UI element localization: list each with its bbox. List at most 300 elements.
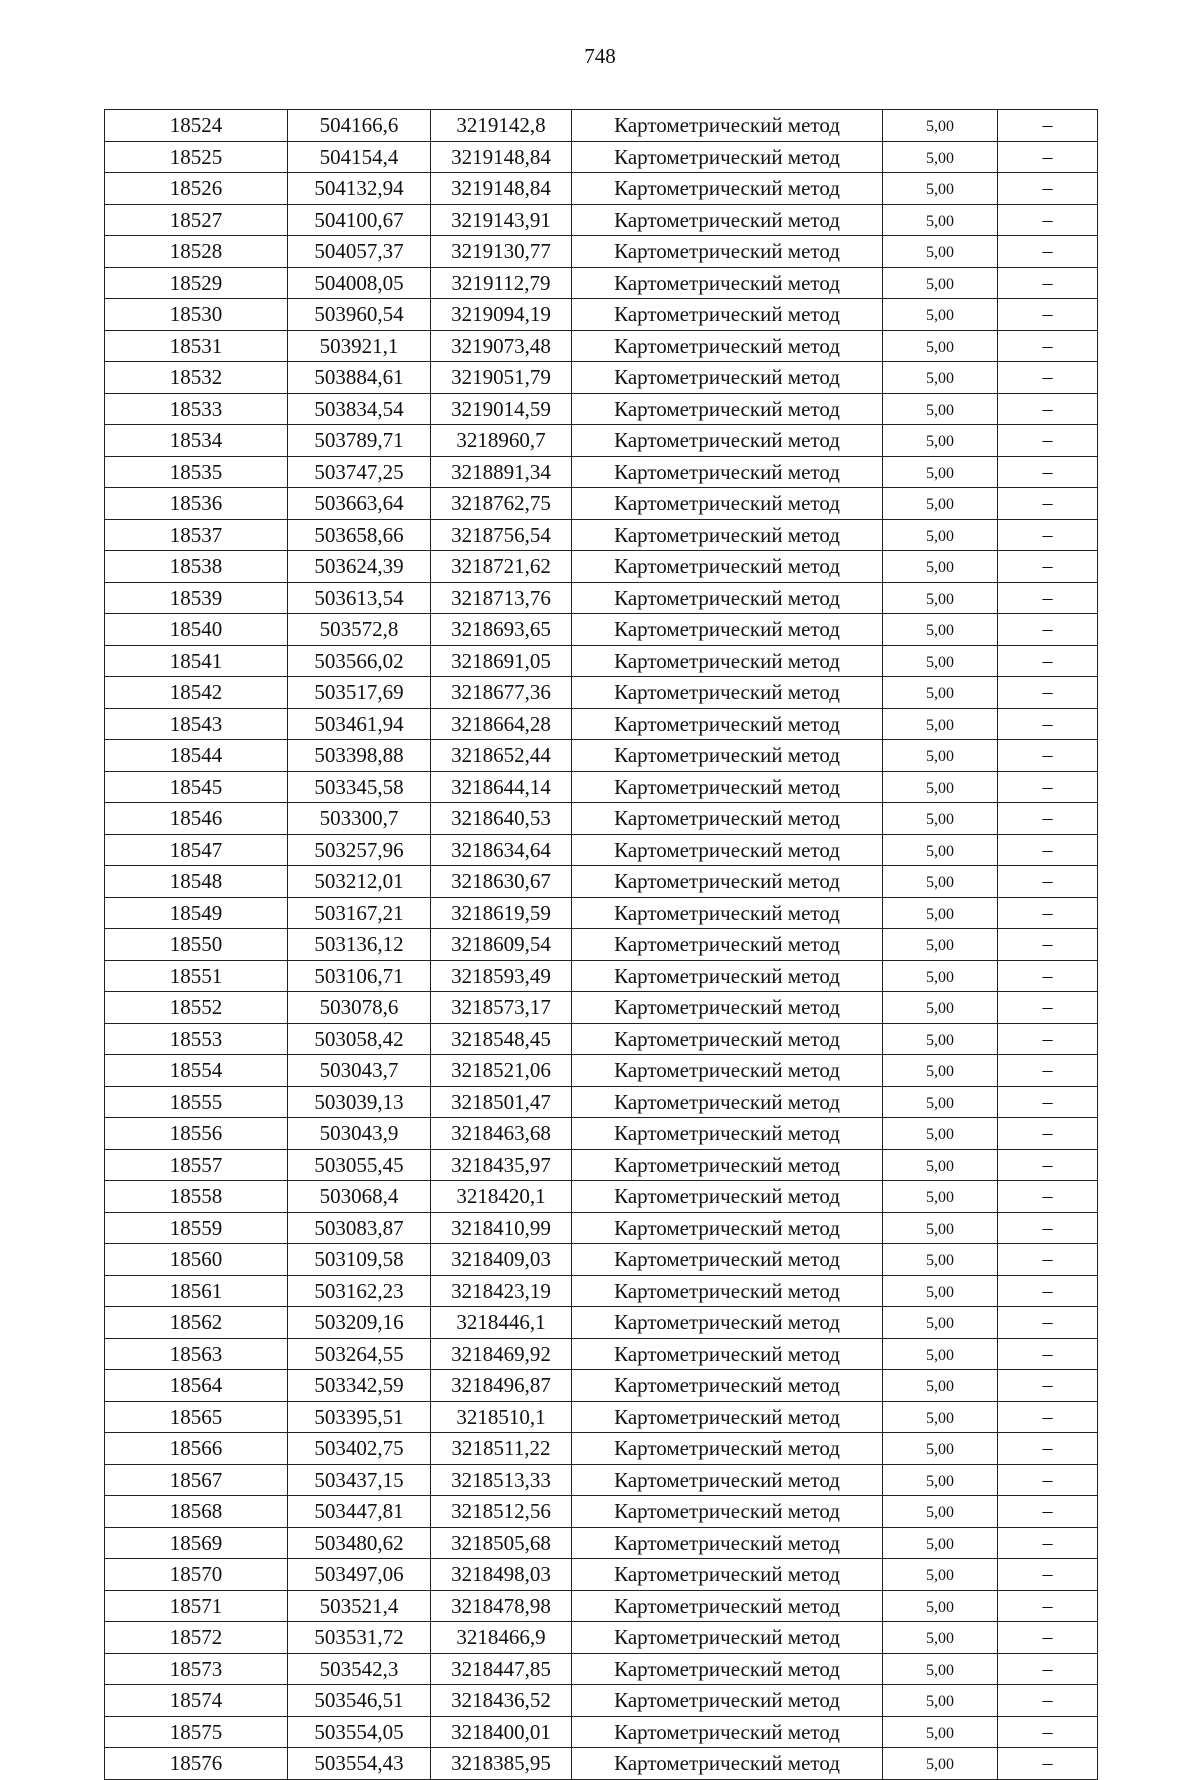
x-coordinate-cell: 503437,15: [288, 1464, 431, 1496]
point-number-cell: 18543: [105, 708, 288, 740]
y-coordinate-cell: 3219148,84: [431, 141, 572, 173]
note-cell: –: [998, 1401, 1098, 1433]
table-row: [105, 834, 1098, 866]
y-coordinate-cell: 3218713,76: [431, 582, 572, 614]
y-coordinate-cell: 3218634,64: [431, 834, 572, 866]
table-row: [105, 1464, 1098, 1496]
error-cell: 5,00: [883, 677, 998, 709]
method-cell: Картометрический метод: [572, 1370, 883, 1402]
y-coordinate-cell: 3219130,77: [431, 236, 572, 268]
x-coordinate-cell: 504100,67: [288, 204, 431, 236]
x-coordinate-cell: 503497,06: [288, 1559, 431, 1591]
x-coordinate-cell: 503447,81: [288, 1496, 431, 1528]
method-cell: Картометрический метод: [572, 330, 883, 362]
error-cell: 5,00: [883, 1149, 998, 1181]
point-number-cell: 18529: [105, 267, 288, 299]
table-row: [105, 1496, 1098, 1528]
y-coordinate-cell: 3219143,91: [431, 204, 572, 236]
point-number-cell: 18531: [105, 330, 288, 362]
point-number-cell: 18548: [105, 866, 288, 898]
point-number-cell: 18538: [105, 551, 288, 583]
point-number-cell: 18568: [105, 1496, 288, 1528]
note-cell: –: [998, 425, 1098, 457]
table-row: [105, 456, 1098, 488]
table-row: [105, 551, 1098, 583]
error-cell: 5,00: [883, 236, 998, 268]
error-cell: 5,00: [883, 1559, 998, 1591]
x-coordinate-cell: 503257,96: [288, 834, 431, 866]
method-cell: Картометрический метод: [572, 204, 883, 236]
point-number-cell: 18558: [105, 1181, 288, 1213]
method-cell: Картометрический метод: [572, 582, 883, 614]
table-row: [105, 141, 1098, 173]
y-coordinate-cell: 3218644,14: [431, 771, 572, 803]
x-coordinate-cell: 504132,94: [288, 173, 431, 205]
table-row: [105, 362, 1098, 394]
error-cell: 5,00: [883, 708, 998, 740]
y-coordinate-cell: 3218410,99: [431, 1212, 572, 1244]
error-cell: 5,00: [883, 645, 998, 677]
error-cell: 5,00: [883, 614, 998, 646]
table-row: [105, 1685, 1098, 1717]
point-number-cell: 18571: [105, 1590, 288, 1622]
y-coordinate-cell: 3218691,05: [431, 645, 572, 677]
method-cell: Картометрический метод: [572, 929, 883, 961]
y-coordinate-cell: 3218463,68: [431, 1118, 572, 1150]
note-cell: –: [998, 929, 1098, 961]
note-cell: –: [998, 1433, 1098, 1465]
point-number-cell: 18556: [105, 1118, 288, 1150]
method-cell: Картометрический метод: [572, 1244, 883, 1276]
error-cell: 5,00: [883, 173, 998, 205]
x-coordinate-cell: 503521,4: [288, 1590, 431, 1622]
y-coordinate-cell: 3218640,53: [431, 803, 572, 835]
y-coordinate-cell: 3218721,62: [431, 551, 572, 583]
x-coordinate-cell: 503398,88: [288, 740, 431, 772]
note-cell: –: [998, 834, 1098, 866]
x-coordinate-cell: 503039,13: [288, 1086, 431, 1118]
y-coordinate-cell: 3218573,17: [431, 992, 572, 1024]
note-cell: –: [998, 1622, 1098, 1654]
note-cell: –: [998, 582, 1098, 614]
error-cell: 5,00: [883, 456, 998, 488]
error-cell: 5,00: [883, 992, 998, 1024]
table-row: [105, 677, 1098, 709]
note-cell: –: [998, 1118, 1098, 1150]
note-cell: –: [998, 677, 1098, 709]
error-cell: 5,00: [883, 866, 998, 898]
point-number-cell: 18559: [105, 1212, 288, 1244]
point-number-cell: 18540: [105, 614, 288, 646]
error-cell: 5,00: [883, 740, 998, 772]
error-cell: 5,00: [883, 1307, 998, 1339]
point-number-cell: 18549: [105, 897, 288, 929]
x-coordinate-cell: 503078,6: [288, 992, 431, 1024]
method-cell: Картометрический метод: [572, 1307, 883, 1339]
table-row: [105, 110, 1098, 142]
x-coordinate-cell: 503043,7: [288, 1055, 431, 1087]
x-coordinate-cell: 503542,3: [288, 1653, 431, 1685]
table-row: [105, 1307, 1098, 1339]
y-coordinate-cell: 3218521,06: [431, 1055, 572, 1087]
x-coordinate-cell: 503212,01: [288, 866, 431, 898]
error-cell: 5,00: [883, 299, 998, 331]
y-coordinate-cell: 3218501,47: [431, 1086, 572, 1118]
point-number-cell: 18552: [105, 992, 288, 1024]
table-row: [105, 582, 1098, 614]
method-cell: Картометрический метод: [572, 141, 883, 173]
table-row: [105, 1653, 1098, 1685]
point-number-cell: 18562: [105, 1307, 288, 1339]
table-row: [105, 1748, 1098, 1780]
table-row: [105, 393, 1098, 425]
point-number-cell: 18553: [105, 1023, 288, 1055]
x-coordinate-cell: 503109,58: [288, 1244, 431, 1276]
error-cell: 5,00: [883, 1716, 998, 1748]
x-coordinate-cell: 503572,8: [288, 614, 431, 646]
error-cell: 5,00: [883, 1653, 998, 1685]
point-number-cell: 18525: [105, 141, 288, 173]
note-cell: –: [998, 1307, 1098, 1339]
note-cell: –: [998, 992, 1098, 1024]
method-cell: Картометрический метод: [572, 1055, 883, 1087]
method-cell: Картометрический метод: [572, 1590, 883, 1622]
note-cell: –: [998, 1685, 1098, 1717]
x-coordinate-cell: 503342,59: [288, 1370, 431, 1402]
note-cell: –: [998, 456, 1098, 488]
y-coordinate-cell: 3218619,59: [431, 897, 572, 929]
table-row: [105, 488, 1098, 520]
method-cell: Картометрический метод: [572, 1433, 883, 1465]
table-row: [105, 425, 1098, 457]
error-cell: 5,00: [883, 960, 998, 992]
note-cell: –: [998, 110, 1098, 142]
note-cell: –: [998, 771, 1098, 803]
y-coordinate-cell: 3218466,9: [431, 1622, 572, 1654]
error-cell: 5,00: [883, 834, 998, 866]
method-cell: Картометрический метод: [572, 110, 883, 142]
y-coordinate-cell: 3218609,54: [431, 929, 572, 961]
table-row: [105, 1338, 1098, 1370]
method-cell: Картометрический метод: [572, 1716, 883, 1748]
point-number-cell: 18569: [105, 1527, 288, 1559]
method-cell: Картометрический метод: [572, 1181, 883, 1213]
note-cell: –: [998, 519, 1098, 551]
point-number-cell: 18533: [105, 393, 288, 425]
method-cell: Картометрический метод: [572, 1685, 883, 1717]
error-cell: 5,00: [883, 1338, 998, 1370]
method-cell: Картометрический метод: [572, 897, 883, 929]
point-number-cell: 18570: [105, 1559, 288, 1591]
y-coordinate-cell: 3219148,84: [431, 173, 572, 205]
y-coordinate-cell: 3218409,03: [431, 1244, 572, 1276]
point-number-cell: 18564: [105, 1370, 288, 1402]
method-cell: Картометрический метод: [572, 960, 883, 992]
x-coordinate-cell: 503624,39: [288, 551, 431, 583]
table-row: [105, 1149, 1098, 1181]
y-coordinate-cell: 3219073,48: [431, 330, 572, 362]
note-cell: –: [998, 960, 1098, 992]
method-cell: Картометрический метод: [572, 425, 883, 457]
x-coordinate-cell: 503083,87: [288, 1212, 431, 1244]
x-coordinate-cell: 503264,55: [288, 1338, 431, 1370]
x-coordinate-cell: 504154,4: [288, 141, 431, 173]
x-coordinate-cell: 503402,75: [288, 1433, 431, 1465]
error-cell: 5,00: [883, 1748, 998, 1780]
error-cell: 5,00: [883, 1527, 998, 1559]
note-cell: –: [998, 866, 1098, 898]
y-coordinate-cell: 3219112,79: [431, 267, 572, 299]
note-cell: –: [998, 393, 1098, 425]
x-coordinate-cell: 503395,51: [288, 1401, 431, 1433]
table-row: [105, 1055, 1098, 1087]
x-coordinate-cell: 503663,64: [288, 488, 431, 520]
y-coordinate-cell: 3219094,19: [431, 299, 572, 331]
x-coordinate-cell: 503554,05: [288, 1716, 431, 1748]
note-cell: –: [998, 1748, 1098, 1780]
note-cell: –: [998, 1181, 1098, 1213]
method-cell: Картометрический метод: [572, 1622, 883, 1654]
y-coordinate-cell: 3218435,97: [431, 1149, 572, 1181]
y-coordinate-cell: 3218960,7: [431, 425, 572, 457]
note-cell: –: [998, 267, 1098, 299]
method-cell: Картометрический метод: [572, 803, 883, 835]
point-number-cell: 18527: [105, 204, 288, 236]
point-number-cell: 18526: [105, 173, 288, 205]
point-number-cell: 18566: [105, 1433, 288, 1465]
point-number-cell: 18539: [105, 582, 288, 614]
point-number-cell: 18544: [105, 740, 288, 772]
method-cell: Картометрический метод: [572, 456, 883, 488]
point-number-cell: 18550: [105, 929, 288, 961]
method-cell: Картометрический метод: [572, 1118, 883, 1150]
note-cell: –: [998, 1275, 1098, 1307]
x-coordinate-cell: 503546,51: [288, 1685, 431, 1717]
note-cell: –: [998, 1338, 1098, 1370]
method-cell: Картометрический метод: [572, 1527, 883, 1559]
x-coordinate-cell: 503517,69: [288, 677, 431, 709]
note-cell: –: [998, 1023, 1098, 1055]
table-row: [105, 740, 1098, 772]
y-coordinate-cell: 3218677,36: [431, 677, 572, 709]
point-number-cell: 18555: [105, 1086, 288, 1118]
x-coordinate-cell: 503480,62: [288, 1527, 431, 1559]
table-row: [105, 1433, 1098, 1465]
y-coordinate-cell: 3218652,44: [431, 740, 572, 772]
y-coordinate-cell: 3219051,79: [431, 362, 572, 394]
point-number-cell: 18530: [105, 299, 288, 331]
x-coordinate-cell: 503209,16: [288, 1307, 431, 1339]
x-coordinate-cell: 504008,05: [288, 267, 431, 299]
point-number-cell: 18534: [105, 425, 288, 457]
method-cell: Картометрический метод: [572, 992, 883, 1024]
note-cell: –: [998, 1055, 1098, 1087]
error-cell: 5,00: [883, 1212, 998, 1244]
error-cell: 5,00: [883, 1433, 998, 1465]
y-coordinate-cell: 3218513,33: [431, 1464, 572, 1496]
method-cell: Картометрический метод: [572, 488, 883, 520]
note-cell: –: [998, 488, 1098, 520]
method-cell: Картометрический метод: [572, 1275, 883, 1307]
error-cell: 5,00: [883, 1055, 998, 1087]
error-cell: 5,00: [883, 488, 998, 520]
page-number: 748: [584, 44, 616, 68]
table-row: [105, 960, 1098, 992]
method-cell: Картометрический метод: [572, 1748, 883, 1780]
method-cell: Картометрический метод: [572, 866, 883, 898]
point-number-cell: 18574: [105, 1685, 288, 1717]
method-cell: Картометрический метод: [572, 1023, 883, 1055]
point-number-cell: 18524: [105, 110, 288, 142]
method-cell: Картометрический метод: [572, 645, 883, 677]
table-row: [105, 1401, 1098, 1433]
table-row: [105, 1118, 1098, 1150]
table-row: [105, 330, 1098, 362]
y-coordinate-cell: 3219142,8: [431, 110, 572, 142]
note-cell: –: [998, 1244, 1098, 1276]
x-coordinate-cell: 503566,02: [288, 645, 431, 677]
note-cell: –: [998, 330, 1098, 362]
note-cell: –: [998, 1370, 1098, 1402]
error-cell: 5,00: [883, 267, 998, 299]
error-cell: 5,00: [883, 1590, 998, 1622]
method-cell: Картометрический метод: [572, 1496, 883, 1528]
point-number-cell: 18547: [105, 834, 288, 866]
y-coordinate-cell: 3218423,19: [431, 1275, 572, 1307]
table-row: [105, 1244, 1098, 1276]
y-coordinate-cell: 3218447,85: [431, 1653, 572, 1685]
note-cell: –: [998, 1464, 1098, 1496]
y-coordinate-cell: 3218693,65: [431, 614, 572, 646]
method-cell: Картометрический метод: [572, 771, 883, 803]
table-row: [105, 1181, 1098, 1213]
note-cell: –: [998, 299, 1098, 331]
note-cell: –: [998, 1590, 1098, 1622]
error-cell: 5,00: [883, 330, 998, 362]
method-cell: Картометрический метод: [572, 1653, 883, 1685]
error-cell: 5,00: [883, 897, 998, 929]
table-row: [105, 992, 1098, 1024]
note-cell: –: [998, 1527, 1098, 1559]
y-coordinate-cell: 3218630,67: [431, 866, 572, 898]
error-cell: 5,00: [883, 1181, 998, 1213]
y-coordinate-cell: 3218469,92: [431, 1338, 572, 1370]
method-cell: Картометрический метод: [572, 740, 883, 772]
table-row: [105, 614, 1098, 646]
table-row: [105, 1370, 1098, 1402]
method-cell: Картометрический метод: [572, 834, 883, 866]
error-cell: 5,00: [883, 204, 998, 236]
method-cell: Картометрический метод: [572, 1338, 883, 1370]
point-number-cell: 18573: [105, 1653, 288, 1685]
table-row: [105, 929, 1098, 961]
x-coordinate-cell: 503461,94: [288, 708, 431, 740]
point-number-cell: 18560: [105, 1244, 288, 1276]
x-coordinate-cell: 503068,4: [288, 1181, 431, 1213]
point-number-cell: 18557: [105, 1149, 288, 1181]
table-row: [105, 173, 1098, 205]
method-cell: Картометрический метод: [572, 1149, 883, 1181]
table-row: [105, 1275, 1098, 1307]
table-row: [105, 204, 1098, 236]
table-row: [105, 1590, 1098, 1622]
table-row: [105, 1716, 1098, 1748]
error-cell: 5,00: [883, 929, 998, 961]
table-row: [105, 645, 1098, 677]
note-cell: –: [998, 1716, 1098, 1748]
note-cell: –: [998, 1559, 1098, 1591]
error-cell: 5,00: [883, 1685, 998, 1717]
note-cell: –: [998, 897, 1098, 929]
method-cell: Картометрический метод: [572, 708, 883, 740]
y-coordinate-cell: 3218762,75: [431, 488, 572, 520]
note-cell: –: [998, 362, 1098, 394]
y-coordinate-cell: 3218385,95: [431, 1748, 572, 1780]
point-number-cell: 18535: [105, 456, 288, 488]
x-coordinate-cell: 503747,25: [288, 456, 431, 488]
table-row: [105, 803, 1098, 835]
method-cell: Картометрический метод: [572, 677, 883, 709]
error-cell: 5,00: [883, 1023, 998, 1055]
note-cell: –: [998, 551, 1098, 583]
y-coordinate-cell: 3218436,52: [431, 1685, 572, 1717]
x-coordinate-cell: 504166,6: [288, 110, 431, 142]
table-row: [105, 1559, 1098, 1591]
method-cell: Картометрический метод: [572, 1559, 883, 1591]
note-cell: –: [998, 173, 1098, 205]
point-number-cell: 18563: [105, 1338, 288, 1370]
point-number-cell: 18528: [105, 236, 288, 268]
method-cell: Картометрический метод: [572, 1212, 883, 1244]
x-coordinate-cell: 503613,54: [288, 582, 431, 614]
error-cell: 5,00: [883, 393, 998, 425]
table-row: [105, 1212, 1098, 1244]
error-cell: 5,00: [883, 1496, 998, 1528]
error-cell: 5,00: [883, 141, 998, 173]
y-coordinate-cell: 3218400,01: [431, 1716, 572, 1748]
point-number-cell: 18561: [105, 1275, 288, 1307]
point-number-cell: 18542: [105, 677, 288, 709]
y-coordinate-cell: 3218478,98: [431, 1590, 572, 1622]
x-coordinate-cell: 503884,61: [288, 362, 431, 394]
y-coordinate-cell: 3218891,34: [431, 456, 572, 488]
table-row: [105, 866, 1098, 898]
x-coordinate-cell: 503554,43: [288, 1748, 431, 1780]
x-coordinate-cell: 504057,37: [288, 236, 431, 268]
point-number-cell: 18565: [105, 1401, 288, 1433]
error-cell: 5,00: [883, 1244, 998, 1276]
method-cell: Картометрический метод: [572, 267, 883, 299]
point-number-cell: 18575: [105, 1716, 288, 1748]
error-cell: 5,00: [883, 1401, 998, 1433]
y-coordinate-cell: 3218512,56: [431, 1496, 572, 1528]
table-body: [105, 110, 1098, 1780]
point-number-cell: 18567: [105, 1464, 288, 1496]
y-coordinate-cell: 3218593,49: [431, 960, 572, 992]
method-cell: Картометрический метод: [572, 519, 883, 551]
point-number-cell: 18537: [105, 519, 288, 551]
note-cell: –: [998, 1086, 1098, 1118]
table-row: [105, 708, 1098, 740]
y-coordinate-cell: 3218498,03: [431, 1559, 572, 1591]
method-cell: Картометрический метод: [572, 614, 883, 646]
error-cell: 5,00: [883, 771, 998, 803]
error-cell: 5,00: [883, 1622, 998, 1654]
y-coordinate-cell: 3218446,1: [431, 1307, 572, 1339]
note-cell: –: [998, 141, 1098, 173]
y-coordinate-cell: 3218496,87: [431, 1370, 572, 1402]
table-row: [105, 267, 1098, 299]
